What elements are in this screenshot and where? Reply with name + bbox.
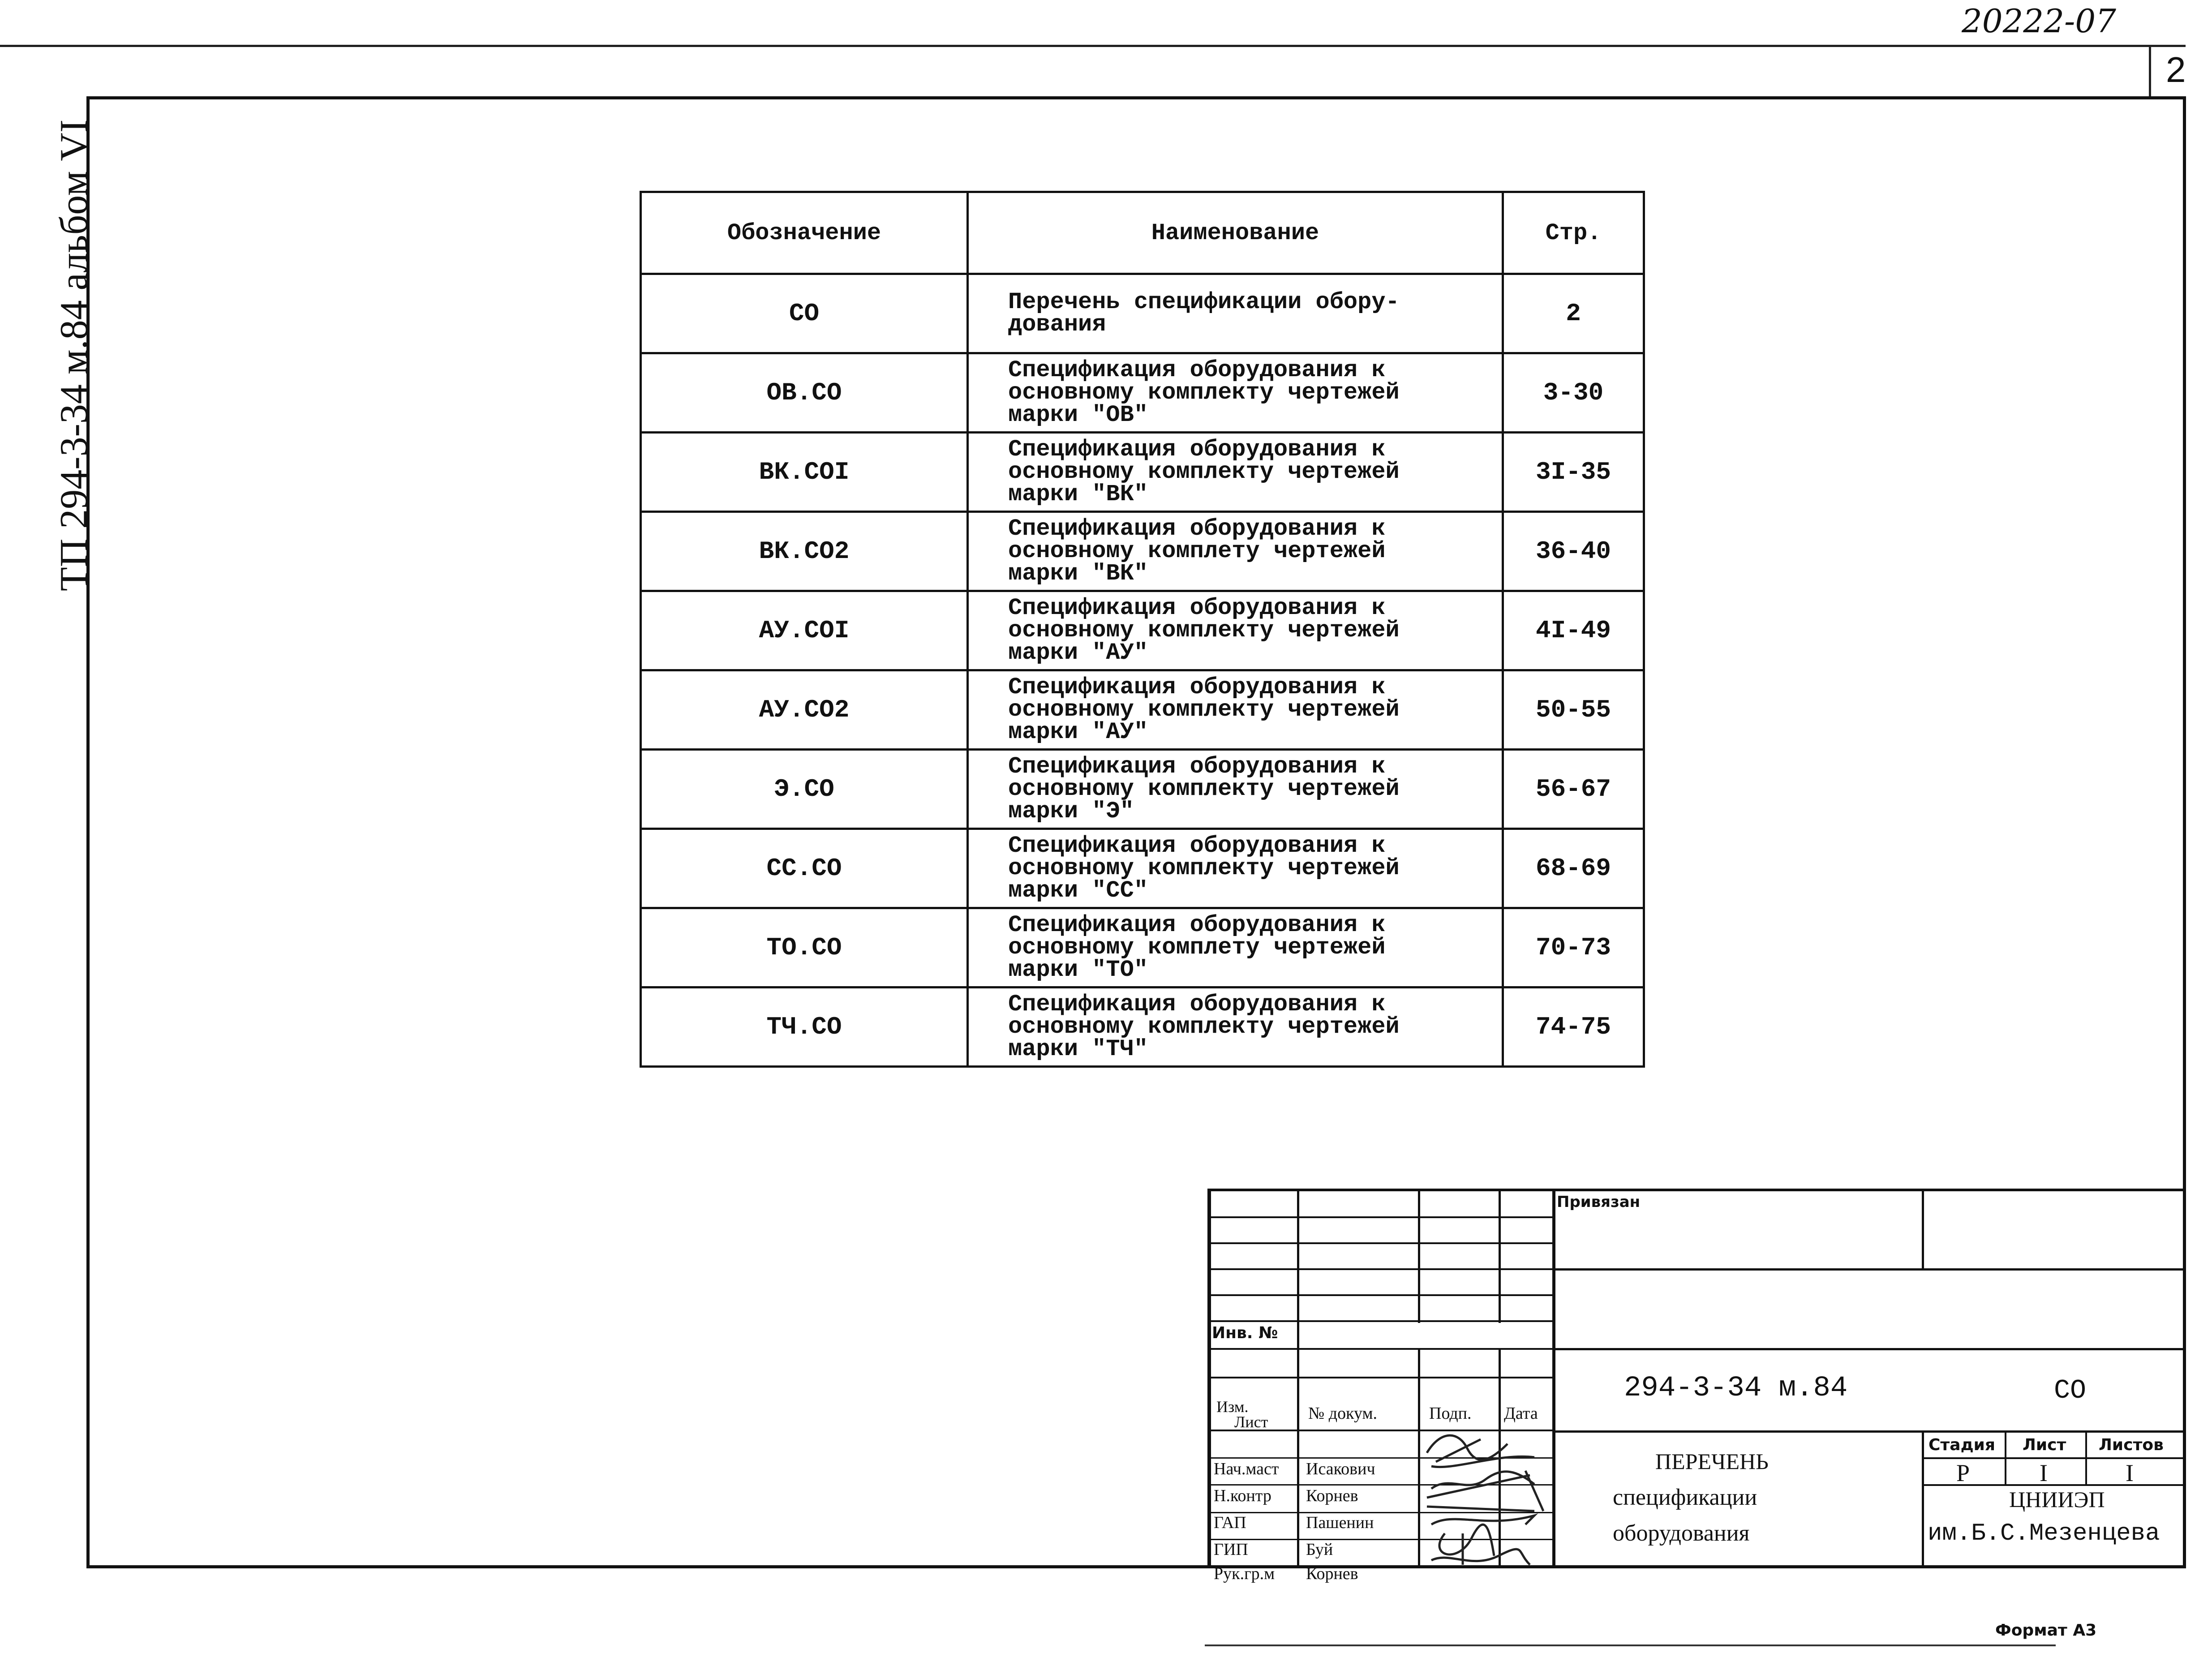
- cell-name: Спецификация оборудования к основному комплекту чертежей марки "ТЧ": [968, 988, 1503, 1067]
- staff-name: Исакович: [1306, 1460, 1375, 1478]
- column-header-name: Наименование: [968, 192, 1503, 274]
- sheet-value: I: [2040, 1460, 2048, 1486]
- table-row: [641, 591, 1644, 670]
- sheets-total-value: I: [2126, 1460, 2134, 1486]
- cell-page: 3I-35: [1503, 433, 1644, 512]
- table-row: [641, 908, 1644, 988]
- album-title: ТП 294-3-34 м.84 альбом VI: [52, 119, 96, 591]
- table-row: [641, 433, 1644, 512]
- table-row: [641, 670, 1644, 750]
- document-title-line-2: спецификации: [1613, 1485, 1757, 1510]
- staff-name: Буй: [1306, 1540, 1333, 1559]
- cell-page: 3-30: [1503, 353, 1644, 433]
- top-border-line: [0, 45, 2186, 47]
- organization-line-2: им.Б.С.Мезенцева: [1928, 1520, 2160, 1547]
- staff-name: Пашенин: [1306, 1513, 1374, 1532]
- document-mark: СО: [2054, 1376, 2087, 1406]
- cell-name: Спецификация оборудования к основному комплекту чертежей марки "АУ": [968, 670, 1503, 750]
- signatures-graphic: [1418, 1421, 1552, 1568]
- cell-name: Спецификация оборудования к основному комплету чертежей марки "ТО": [968, 908, 1503, 988]
- cell-code: ТО.СО: [641, 908, 968, 988]
- cell-page: 4I-49: [1503, 591, 1644, 670]
- cell-page: 70-73: [1503, 908, 1644, 988]
- cell-page: 56-67: [1503, 750, 1644, 829]
- title-block: [1207, 1189, 2186, 1583]
- cell-page: 74-75: [1503, 988, 1644, 1067]
- cell-code: ОВ.СО: [641, 353, 968, 433]
- organization-line-1: ЦНИИЭП: [2009, 1487, 2105, 1512]
- staff-role: Рук.гр.м: [1214, 1564, 1275, 1583]
- cell-name: Перечень спецификации обору- дования: [968, 274, 1503, 353]
- archive-number: 20222-07: [1962, 2, 2116, 40]
- staff-role: Нач.маст: [1214, 1460, 1279, 1478]
- cell-code: ВК.СОI: [641, 433, 968, 512]
- cell-page: 2: [1503, 274, 1644, 353]
- cell-name: Спецификация оборудования к основному комплекту чертежей марки "ОВ": [968, 353, 1503, 433]
- specification-list-table: [640, 191, 1645, 1068]
- table-row: [641, 274, 1644, 353]
- staff-role: ГАП: [1214, 1513, 1246, 1532]
- staff-name: Корнев: [1306, 1564, 1358, 1583]
- stage-label: Стадия: [1929, 1436, 1995, 1454]
- col-header-signature: Подп.: [1429, 1404, 1472, 1423]
- document-title-line-1: ПЕРЕЧЕНЬ: [1655, 1449, 1769, 1474]
- sheets-total-label: Листов: [2099, 1436, 2164, 1454]
- table-row: [641, 750, 1644, 829]
- stage-value: Р: [1956, 1460, 1970, 1486]
- sheet-label: Лист: [2023, 1436, 2066, 1454]
- cell-page: 36-40: [1503, 512, 1644, 591]
- sheet-number-divider: [2149, 45, 2151, 99]
- table-row: [641, 988, 1644, 1067]
- staff-role: ГИП: [1214, 1540, 1248, 1559]
- column-header-page: Стр.: [1503, 192, 1644, 274]
- col-header-change: Изм.: [1216, 1398, 1249, 1416]
- inventory-number-label: Инв. №: [1212, 1324, 1278, 1342]
- cell-code: ТЧ.СО: [641, 988, 968, 1067]
- cell-name: Спецификация оборудования к основному комплету чертежей марки "ВК": [968, 512, 1503, 591]
- bottom-trim-line: [1205, 1644, 2056, 1646]
- cell-page: 68-69: [1503, 829, 1644, 908]
- document-title-line-3: оборудования: [1613, 1520, 1750, 1546]
- cell-code: Э.СО: [641, 750, 968, 829]
- cell-code: АУ.СОI: [641, 591, 968, 670]
- staff-role: Н.контр: [1214, 1486, 1271, 1505]
- cell-name: Спецификация оборудования к основному комплекту чертежей марки "АУ": [968, 591, 1503, 670]
- column-header-designation: Обозначение: [641, 192, 968, 274]
- cell-code: СС.СО: [641, 829, 968, 908]
- bound-label: Привязан: [1557, 1193, 1641, 1211]
- table-row: [641, 829, 1644, 908]
- col-header-date: Дата: [1504, 1404, 1538, 1423]
- cell-name: Спецификация оборудования к основному комплекту чертежей марки "СС": [968, 829, 1503, 908]
- cell-code: ВК.СО2: [641, 512, 968, 591]
- document-code: 294-3-34 м.84: [1624, 1372, 1848, 1404]
- cell-code: СО: [641, 274, 968, 353]
- cell-page: 50-55: [1503, 670, 1644, 750]
- table-header-row: [641, 192, 1644, 274]
- cell-code: АУ.СО2: [641, 670, 968, 750]
- col-header-sheet: Лист: [1234, 1413, 1268, 1431]
- format-label: Формат А3: [1995, 1621, 2097, 1640]
- col-header-doc-number: № докум.: [1308, 1404, 1378, 1423]
- sheet-number: 2: [2166, 50, 2186, 90]
- cell-name: Спецификация оборудования к основному комплекту чертежей марки "Э": [968, 750, 1503, 829]
- table-row: [641, 512, 1644, 591]
- table-row: [641, 353, 1644, 433]
- staff-name: Корнев: [1306, 1486, 1358, 1505]
- cell-name: Спецификация оборудования к основному комплекту чертежей марки "ВК": [968, 433, 1503, 512]
